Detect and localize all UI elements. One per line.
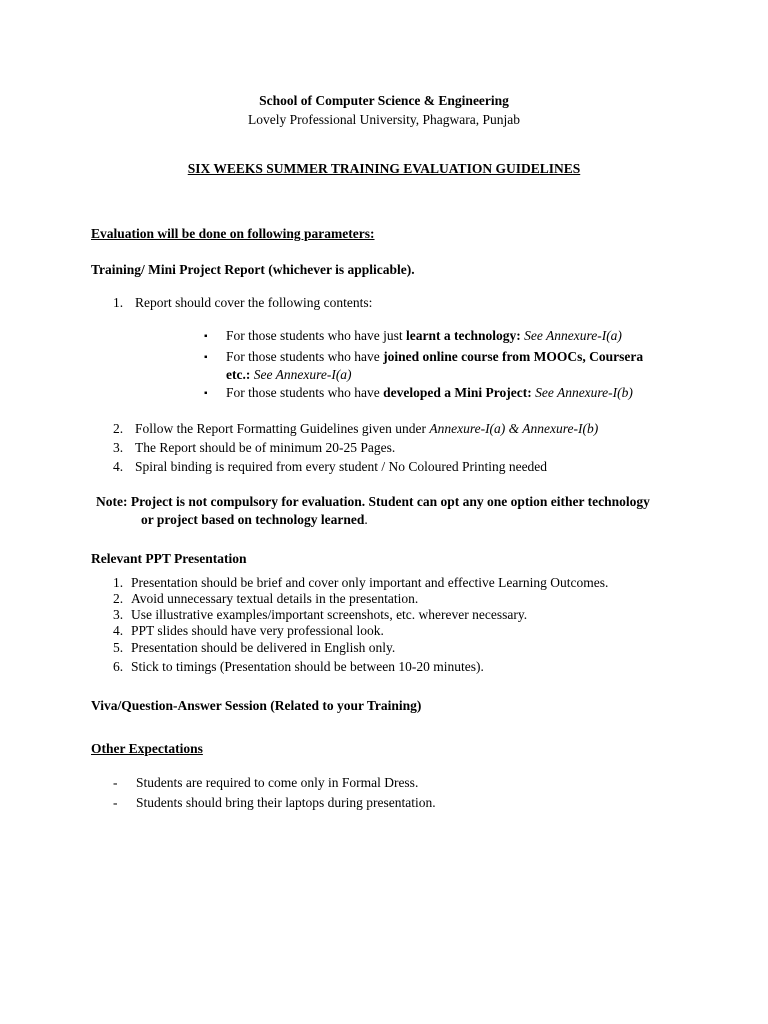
- ppt-list-item: [113, 640, 395, 656]
- ppt-list-item: [113, 575, 608, 591]
- university-name: Lovely Professional University, Phagwara, Punjab: [247, 112, 521, 127]
- list-number: 3.: [113, 440, 124, 455]
- bullet-item-mooc-cont: [226, 367, 352, 383]
- list-text: Follow the Report Formatting Guidelines given under: [135, 421, 430, 436]
- ppt-list-item: [113, 623, 384, 639]
- report-list-item-2: [113, 421, 598, 437]
- note-line-2: [141, 512, 368, 528]
- bullet-text: For those students who have: [226, 349, 384, 364]
- list-text: Spiral binding is required from every student / No Coloured Printing needed: [135, 459, 548, 474]
- list-number: 3.: [113, 607, 124, 622]
- school-name: School of Computer Science & Engineering: [259, 93, 509, 108]
- list-number: 1.: [113, 295, 124, 310]
- bullet-bold: learnt a technology:: [406, 328, 521, 343]
- report-list-item-1: [113, 295, 372, 311]
- bullet-icon: ▪: [204, 352, 208, 363]
- annexure-ref: Annexure-I(a) & Annexure-I(b): [429, 421, 599, 436]
- list-number: 5.: [113, 640, 124, 655]
- list-text: Presentation should be delivered in English only.: [131, 640, 396, 655]
- note-period: .: [364, 512, 368, 527]
- ppt-list-item: [113, 607, 527, 623]
- list-number: 2.: [113, 421, 124, 436]
- annexure-ref: See Annexure-I(b): [531, 385, 633, 400]
- annexure-ref: See Annexure-I(a): [520, 328, 622, 343]
- bullet-icon: ▪: [204, 331, 208, 342]
- viva-heading: Viva/Question-Answer Session (Related to your Training): [91, 698, 422, 713]
- note-line-1: Note: Project is not compulsory for evaluation. Student can opt any one option either technology: [96, 494, 650, 509]
- list-number: 2.: [113, 591, 124, 606]
- bullet-item-mini-project: [226, 385, 633, 401]
- list-text: Report should cover the following contents:: [135, 295, 373, 310]
- ppt-heading: Relevant PPT Presentation: [91, 551, 247, 566]
- list-number: 1.: [113, 575, 124, 590]
- other-heading: Other Expectations: [91, 741, 203, 756]
- bullet-bold: etc.:: [226, 367, 251, 382]
- list-text: Avoid unnecessary textual details in the presentation.: [131, 591, 419, 606]
- annexure-ref: See Annexure-I(a): [250, 367, 352, 382]
- report-list-item-3: [113, 440, 395, 456]
- ppt-list-item: [113, 659, 484, 675]
- bullet-text: For those students who have just: [226, 328, 406, 343]
- dash-marker: -: [113, 775, 118, 790]
- list-number: 4.: [113, 623, 124, 638]
- dash-marker: -: [113, 795, 118, 810]
- list-text: PPT slides should have very professional look.: [131, 623, 384, 638]
- bullet-item-learnt: [226, 328, 622, 344]
- ppt-list-item: [113, 591, 418, 607]
- bullet-bold: developed a Mini Project:: [383, 385, 532, 400]
- bullet-item-mooc: [226, 349, 643, 365]
- evaluation-heading: Evaluation will be done on following parameters:: [91, 226, 375, 241]
- bullet-icon: ▪: [204, 388, 208, 399]
- list-number: 4.: [113, 459, 124, 474]
- note-text: or project based on technology learned: [141, 512, 365, 527]
- report-heading: Training/ Mini Project Report (whichever is applicable).: [91, 262, 415, 277]
- other-list-item: Students should bring their laptops during presentation.: [136, 795, 436, 810]
- bullet-bold: joined online course from MOOCs, Coursera: [383, 349, 644, 364]
- list-text: Use illustrative examples/important screenshots, etc. wherever necessary.: [131, 607, 528, 622]
- document-title: SIX WEEKS SUMMER TRAINING EVALUATION GUIDELINES: [187, 161, 581, 176]
- list-text: Presentation should be brief and cover only important and effective Learning Outcomes.: [131, 575, 609, 590]
- other-list-item: Students are required to come only in Formal Dress.: [136, 775, 419, 790]
- list-text: The Report should be of minimum 20-25 Pages.: [135, 440, 396, 455]
- bullet-text: For those students who have: [226, 385, 384, 400]
- report-list-item-4: [113, 459, 547, 475]
- list-number: 6.: [113, 659, 124, 674]
- list-text: Stick to timings (Presentation should be between 10-20 minutes).: [131, 659, 484, 674]
